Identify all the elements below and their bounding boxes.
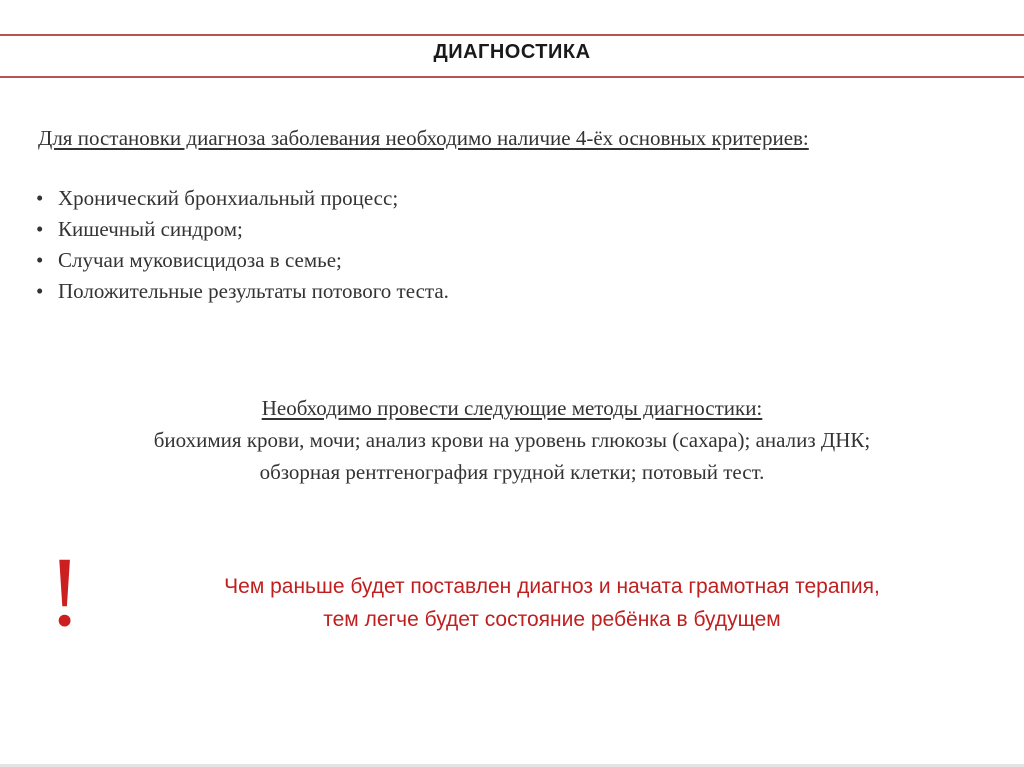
list-item xyxy=(36,183,449,214)
list-item xyxy=(36,276,449,307)
header-bottom-line xyxy=(0,76,1024,78)
criteria-item-text: Хронический бронхиальный процесс; xyxy=(58,186,399,210)
bullet-icon: • xyxy=(36,217,44,241)
criteria-item-text: Положительные результаты потового теста. xyxy=(58,279,449,303)
warning-note xyxy=(40,570,1024,636)
exclamation-icon: ! xyxy=(48,536,82,647)
warning-line: тем легче будет состояние ребёнка в будущем xyxy=(323,608,781,631)
list-item xyxy=(36,214,449,245)
bullet-icon: • xyxy=(36,186,44,210)
methods-heading: Необходимо провести следующие методы диагностики: xyxy=(261,396,763,420)
bullet-icon: • xyxy=(36,279,44,303)
criteria-item-text: Кишечный синдром; xyxy=(58,217,243,241)
warning-line: Чем раньше будет поставлен диагноз и начата грамотная терапия, xyxy=(224,575,880,598)
header-top-line xyxy=(0,34,1024,36)
bullet-icon: • xyxy=(36,248,44,272)
criteria-intro: Для постановки диагноза заболевания необходимо наличие 4-ёх основных критериев: xyxy=(38,126,809,150)
criteria-list xyxy=(36,183,449,307)
slide-title: ДИАГНОСТИКА xyxy=(433,41,591,63)
methods-line: биохимия крови, мочи; анализ крови на уровень глюкозы (сахара); анализ ДНК; xyxy=(153,428,871,452)
methods-block xyxy=(0,392,1024,488)
criteria-item-text: Случаи муковисцидоза в семье; xyxy=(58,248,342,272)
list-item xyxy=(36,245,449,276)
methods-line: обзорная рентгенография грудной клетки; потовый тест. xyxy=(259,460,765,484)
